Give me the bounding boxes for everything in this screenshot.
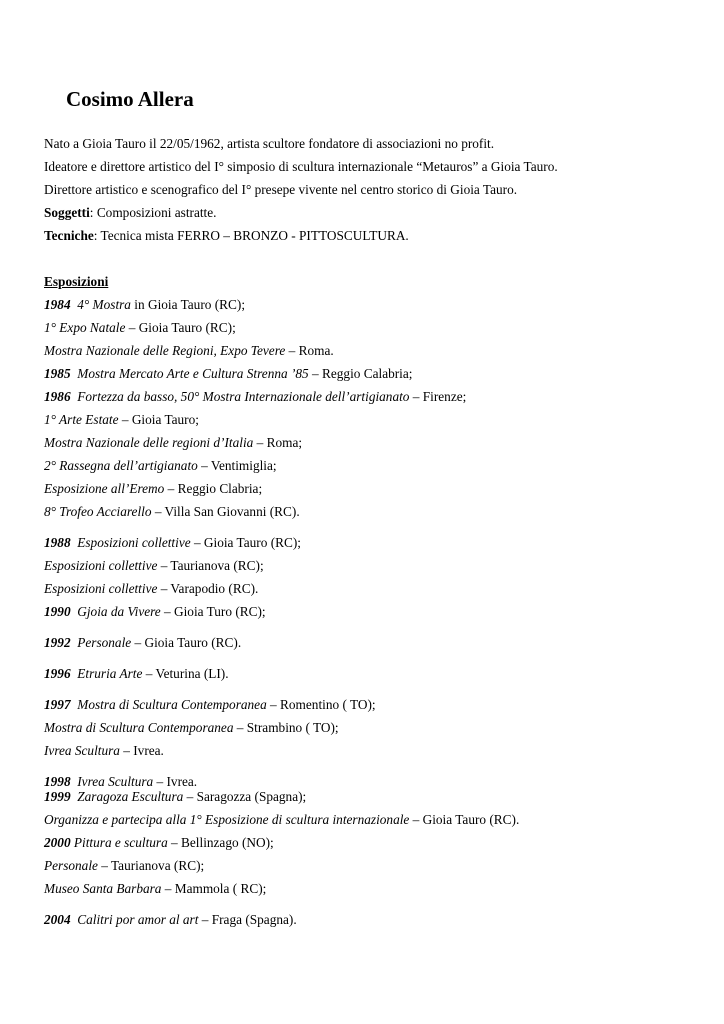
soggetti-line (44, 204, 216, 221)
entry-place: – Mammola ( RC); (161, 881, 267, 896)
entry-place: – Firenze; (409, 389, 467, 404)
entry-place: – Bellinzago (NO); (167, 835, 274, 850)
exhibition-entry (44, 365, 412, 382)
entry-year: 1999 (44, 789, 71, 804)
exhibition-entry (44, 503, 300, 520)
exhibition-entry (44, 880, 266, 897)
entry-place: – Ventimiglia; (197, 458, 277, 473)
exhibition-entry (44, 534, 301, 551)
soggetti-label: Soggetti (44, 205, 90, 220)
entry-place: – Taurianova (RC); (157, 558, 264, 573)
entry-place: – Romentino ( TO); (266, 697, 376, 712)
entry-event: Esposizioni collettive (44, 581, 158, 596)
bio-line: Direttore artistico e scenografico del I° presepe vivente nel centro storico di Gioia Tauro. (44, 182, 518, 197)
entry-event: Personale (44, 858, 98, 873)
entry-year: 1992 (44, 635, 71, 650)
entry-place: – Ivrea. (119, 743, 164, 758)
entry-place: – Gioia Tauro; (118, 412, 199, 427)
entry-place: – Roma; (253, 435, 303, 450)
entry-place: in Gioia Tauro (RC); (130, 297, 246, 312)
entry-place: – Reggio Clabria; (164, 481, 263, 496)
exhibition-entry (44, 319, 236, 336)
exhibition-entry (44, 603, 266, 620)
entry-place: – Taurianova (RC); (97, 858, 205, 873)
exhibition-entry (44, 388, 466, 405)
entry-place: – Gioia Turo (RC); (160, 604, 266, 619)
entry-year: 1986 (44, 389, 71, 404)
entry-event: Calitri por amor al art (77, 912, 199, 927)
entry-event: Personale (77, 635, 132, 650)
entry-year: 1984 (44, 297, 71, 312)
exhibition-entry (44, 411, 199, 428)
entry-event: Esposizioni collettive (77, 535, 191, 550)
exhibition-entry (44, 480, 262, 497)
exhibition-entry (44, 788, 306, 805)
entry-place: – Strambino ( TO); (233, 720, 339, 735)
entry-place: – Fraga (Spagna). (198, 912, 297, 927)
entry-event: Ivrea Scultura (44, 743, 120, 758)
entry-event: 1° Expo Natale (44, 320, 126, 335)
soggetti-value: : Composizioni astratte. (89, 205, 217, 220)
entry-place: – Reggio Calabria; (308, 366, 413, 381)
exhibition-entry (44, 696, 376, 713)
entry-event: 4° Mostra (77, 297, 131, 312)
exhibition-entry (44, 742, 164, 759)
entry-event: 2° Rassegna dell’artigianato (44, 458, 198, 473)
entry-event: Ivrea Scultura (77, 774, 154, 789)
entry-place: – Roma. (285, 343, 334, 358)
entry-event: Esposizioni collettive (44, 558, 158, 573)
exhibition-entry (44, 719, 339, 736)
entry-event: Mostra di Scultura Contemporanea (77, 697, 267, 712)
entry-place: – Gioia Tauro (RC). (409, 812, 520, 827)
entry-event: Mostra Nazionale delle Regioni, Expo Tevere (44, 343, 286, 358)
bio-line: Nato a Gioia Tauro il 22/05/1962, artista scultore fondatore di associazioni no profit. (44, 136, 495, 151)
bio-line: Ideatore e direttore artistico del I° simposio di scultura internazionale “Metauros” a Gioia Tauro. (44, 159, 558, 174)
entry-year: 2000 (44, 835, 71, 850)
entry-event: Etruria Arte (77, 666, 143, 681)
entry-year: 1996 (44, 666, 71, 681)
entry-place: – Gioia Tauro (RC); (125, 320, 236, 335)
exhibition-entry (44, 580, 258, 597)
exhibition-entry (44, 557, 264, 574)
exhibition-entry (44, 834, 274, 851)
entry-event: Esposizione all’Eremo (44, 481, 165, 496)
entry-place: – Gioia Tauro (RC). (131, 635, 242, 650)
entry-event: Gjoia da Vivere (77, 604, 161, 619)
exhibition-entry (44, 811, 519, 828)
exhibition-entry (44, 911, 297, 928)
exhibition-entry (44, 296, 245, 313)
entry-event: Zaragoza Escultura (77, 789, 184, 804)
exhibition-entry (44, 342, 334, 359)
tecniche-value: : Tecnica mista FERRO – BRONZO - PITTOSCULTURA. (93, 228, 409, 243)
entry-year: 1997 (44, 697, 71, 712)
entry-event: 1° Arte Estate (44, 412, 119, 427)
entry-event: 8° Trofeo Acciarello (44, 504, 152, 519)
entry-place: – Villa San Giovanni (RC). (151, 504, 300, 519)
entry-event: Mostra di Scultura Contemporanea (44, 720, 234, 735)
exhibition-entry (44, 457, 277, 474)
exhibition-entry (44, 634, 241, 651)
entry-place: – Veturina (LI). (142, 666, 229, 681)
entry-place: – Saragozza (Spagna); (183, 789, 307, 804)
section-title: Esposizioni (44, 274, 109, 289)
entry-year: 1985 (44, 366, 71, 381)
entry-year: 1998 (44, 774, 71, 789)
entry-event: Mostra Mercato Arte e Cultura Strenna ’85 (77, 366, 309, 381)
exhibition-entry (44, 665, 229, 682)
entry-event: Fortezza da basso, 50° Mostra Internazionale dell’artigianato (77, 389, 410, 404)
entry-year: 1990 (44, 604, 71, 619)
exhibition-entry (44, 857, 204, 874)
entry-year: 2004 (44, 912, 71, 927)
entry-event: Pittura e scultura (73, 835, 168, 850)
entry-event: Museo Santa Barbara (44, 881, 162, 896)
tecniche-line (44, 227, 409, 244)
exhibition-entry (44, 434, 302, 451)
entry-place: – Varapodio (RC). (157, 581, 259, 596)
entry-event: Mostra Nazionale delle regioni d’Italia (44, 435, 254, 450)
entry-year: 1988 (44, 535, 71, 550)
page-title: Cosimo Allera (66, 87, 194, 111)
entry-event: Organizza e partecipa alla 1° Esposizione di scultura internazionale (44, 812, 410, 827)
tecniche-label: Tecniche (44, 228, 94, 243)
entry-place: – Gioia Tauro (RC); (190, 535, 301, 550)
entry-place: – Ivrea. (153, 774, 198, 789)
